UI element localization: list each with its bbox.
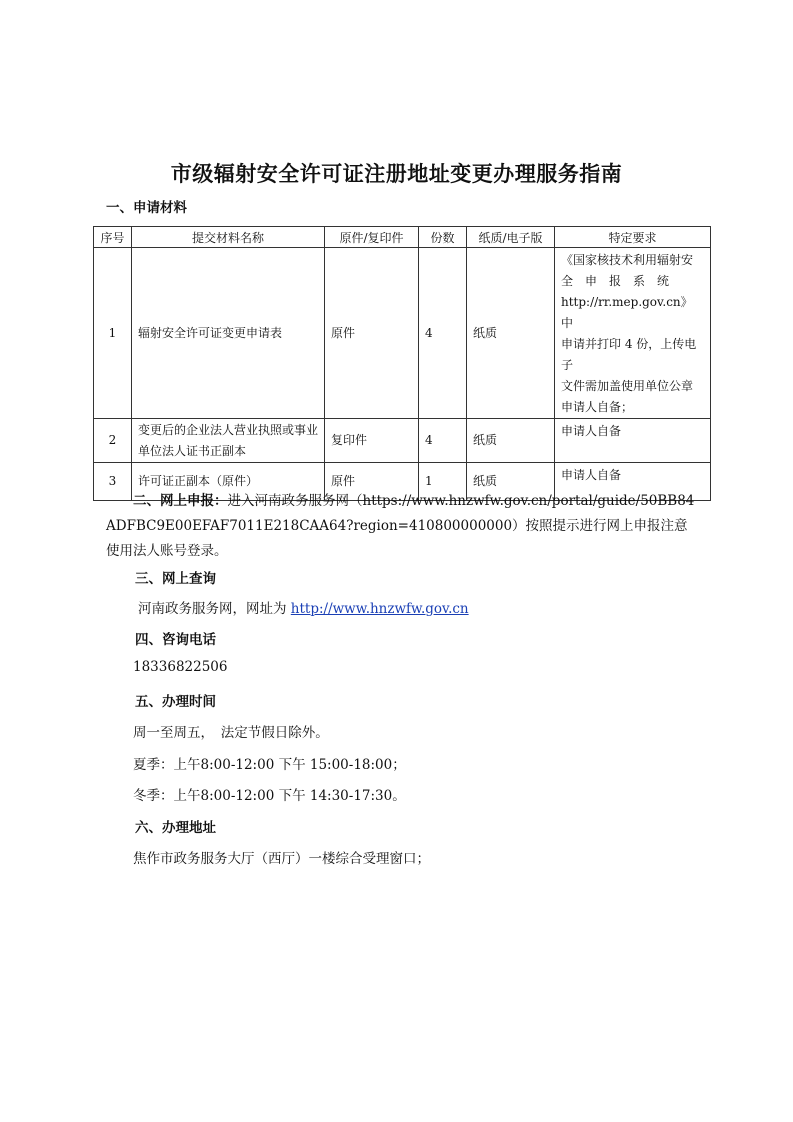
row-media: 纸质 bbox=[467, 419, 555, 463]
table-row bbox=[94, 248, 711, 419]
row-media: 纸质 bbox=[467, 463, 555, 501]
online-application-heading: 二、网上申报： bbox=[133, 493, 228, 509]
header-media: 纸质/电子版 bbox=[467, 227, 555, 248]
hours-heading: 五、办理时间 bbox=[135, 694, 216, 710]
row-type: 复印件 bbox=[325, 419, 419, 463]
header-requirement: 特定要求 bbox=[555, 227, 711, 248]
req-line: http://rr.mep.gov.cn》中 bbox=[561, 295, 693, 330]
row-no: 1 bbox=[94, 248, 132, 419]
row-no: 2 bbox=[94, 419, 132, 463]
hnzwfw-link[interactable]: http://www.hnzwfw.gov.cn bbox=[290, 601, 469, 617]
row-media: 纸质 bbox=[467, 248, 555, 419]
row-requirement bbox=[555, 248, 711, 419]
hours-winter: 冬季：上午8:00-12:00 下午 14:30-17:30。 bbox=[133, 788, 406, 804]
online-application-text: 进入河南政务服务网（https://www.hnzwfw.gov.cn/portal/guide/50BB84ADFBC9E00EFAF7011E218CAA64?region=410800000000）按照提示进行网上申报注意使用法人账号登录。 bbox=[106, 493, 695, 559]
row-type: 原件 bbox=[325, 463, 419, 501]
header-no: 序号 bbox=[94, 227, 132, 248]
address-heading: 六、办理地址 bbox=[135, 820, 216, 836]
row-count: 4 bbox=[419, 419, 467, 463]
req-line: 文件需加盖使用单位公章 bbox=[561, 379, 694, 393]
table-row bbox=[94, 419, 711, 463]
online-application-paragraph bbox=[106, 489, 696, 564]
online-query-line bbox=[138, 597, 469, 617]
phone-number: 18336822506 bbox=[133, 659, 228, 675]
header-name: 提交材料名称 bbox=[132, 227, 325, 248]
row-count: 4 bbox=[419, 248, 467, 419]
row-count: 1 bbox=[419, 463, 467, 501]
table-header-row bbox=[94, 227, 711, 248]
online-query-text: 河南政务服务网，网址为 bbox=[138, 601, 287, 617]
materials-table bbox=[93, 226, 711, 501]
row-name: 变更后的企业法人营业执照或事业单位法人证书正副本 bbox=[132, 419, 325, 463]
req-line: 《国家核技术利用辐射安 bbox=[561, 253, 694, 267]
page-title: 市级辐射安全许可证注册地址变更办理服务指南 bbox=[170, 162, 623, 186]
phone-heading: 四、咨询电话 bbox=[135, 632, 216, 648]
hours-summer: 夏季：上午8:00-12:00 下午 15:00-18:00； bbox=[133, 757, 406, 773]
row-requirement: 申请人自备 bbox=[555, 419, 711, 463]
req-line: 申请并打印 4 份，上传电子 bbox=[561, 337, 697, 372]
req-line: 申请人自备； bbox=[561, 400, 634, 414]
online-query-heading: 三、网上查询 bbox=[135, 571, 216, 587]
row-name: 许可证正副本（原件） bbox=[132, 463, 325, 501]
row-no: 3 bbox=[94, 463, 132, 501]
header-count: 份数 bbox=[419, 227, 467, 248]
header-type: 原件/复印件 bbox=[325, 227, 419, 248]
row-type: 原件 bbox=[325, 248, 419, 419]
address-text: 焦作市政务服务大厅（西厅）一楼综合受理窗口； bbox=[133, 851, 430, 867]
req-line: 全 申 报 系 统 bbox=[561, 274, 670, 288]
row-requirement: 申请人自备 bbox=[555, 463, 711, 501]
section-materials-heading: 一、申请材料 bbox=[106, 200, 187, 216]
row-name: 辐射安全许可证变更申请表 bbox=[132, 248, 325, 419]
hours-weekdays: 周一至周五， 法定节假日除外。 bbox=[133, 725, 329, 741]
